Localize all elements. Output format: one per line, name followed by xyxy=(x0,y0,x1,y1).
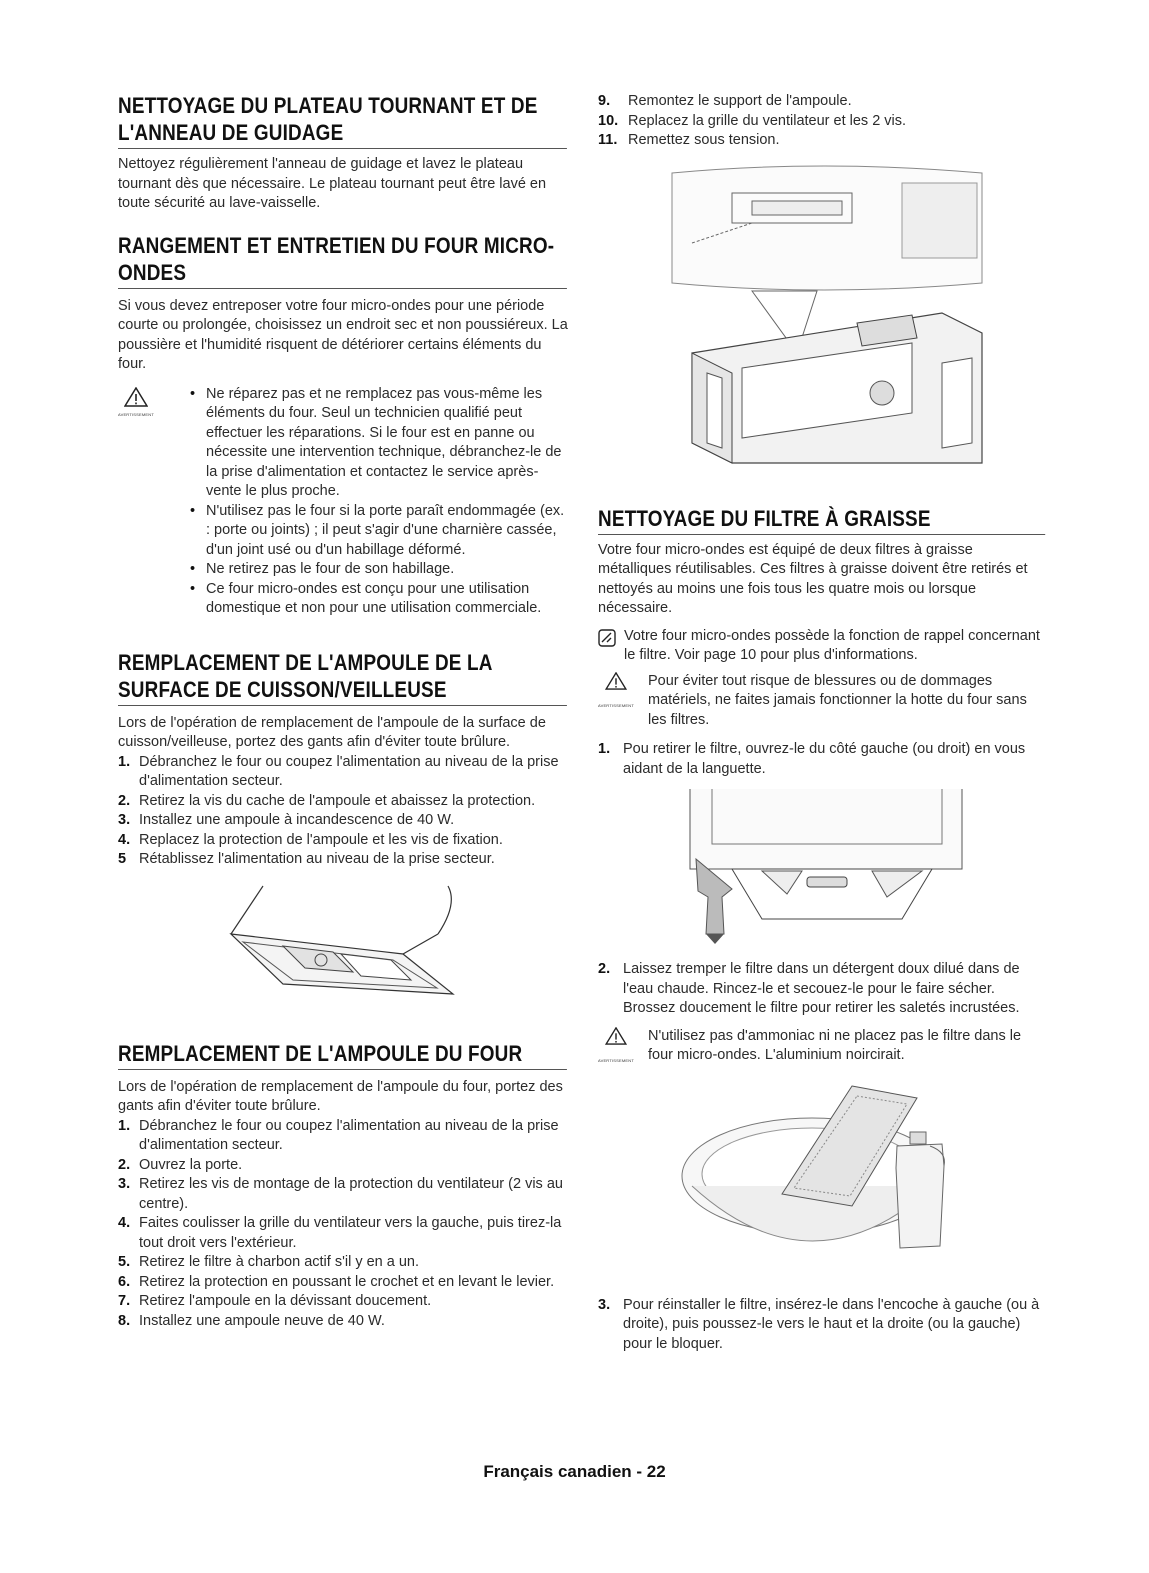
list-item: 2. Laissez tremper le filtre dans un détergent doux dilué dans de l'eau chaude. Rincez-le et secouez-le pour le faire sécher. Brossez doucement le filtre pour retirer les saletés incrustées. xyxy=(598,961,1020,1016)
list-item: 5. Retirez le filtre à charbon actif s'il y en a un. xyxy=(118,1254,420,1270)
list-item: 2. Retirez la vis du cache de l'ampoule et abaissez la protection. xyxy=(118,792,536,809)
right-column xyxy=(598,92,1046,1354)
filter-step-2 xyxy=(598,960,1046,1019)
storage-body: Si vous devez entreposer votre four micro-ondes pour une période courte ou prolongée, choisissez un endroit sec et non poussiéreux. La poussière et l'humidité risquent de détériorer certains éléments du four. xyxy=(118,297,568,372)
surface-lamp-body: Lors de l'opération de remplacement de l'ampoule de la surface de cuisson/veilleuse, portez des gants afin d'éviter toute brûlure. xyxy=(118,714,546,750)
note-icon xyxy=(598,629,616,654)
list-item: 9. Remontez le support de l'ampoule. xyxy=(598,93,852,109)
section-title-grease-filter: NETTOYAGE DU FILTRE À GRAISSE xyxy=(598,505,1045,535)
storage-bullet: • Ce four micro-ondes est conçu pour une utilisation domestique et non pour une utilisation commerciale. xyxy=(190,580,568,619)
list-item: 5 Rétablissez l'alimentation au niveau de la prise secteur. xyxy=(118,851,495,867)
oven-lamp-body: Lors de l'opération de remplacement de l'ampoule du four, portez des gants afin d'éviter toute brûlure. xyxy=(118,1078,563,1114)
list-item: 3. Retirez les vis de montage de la protection du ventilateur (2 vis au centre). xyxy=(118,1176,563,1212)
list-item: 4. Faites coulisser la grille du ventilateur vers la gauche, puis tirez-la tout droit vers l'extérieur. xyxy=(118,1215,562,1251)
list-item: 10. Replacez la grille du ventilateur et les 2 vis. xyxy=(598,112,907,129)
section-title-storage: RANGEMENT ET ENTRETIEN DU FOUR MICRO-ONDES xyxy=(118,232,567,289)
grease-filter-body: Votre four micro-ondes est équipé de deux filtres à graisse métalliques réutilisables. Ces filtres à graisse doivent être retirés et nettoyés au moins une fois tous les quatre mois ou lorsque nécessaire. xyxy=(598,541,1028,616)
filter-note: Votre four micro-ondes possède la fonction de rappel concernant le filtre. Voir page 10 pour plus d'informations. xyxy=(598,627,1046,666)
list-item: 1. Pou retirer le filtre, ouvrez-le du côté gauche (ou droit) en vous aidant de la languette. xyxy=(598,741,1026,777)
warning-icon xyxy=(598,672,634,716)
oven-lamp-illustration xyxy=(652,163,992,483)
section-title-turntable: NETTOYAGE DU PLATEAU TOURNANT ET DE L'ANNEAU DE GUIDAGE xyxy=(118,92,567,149)
list-item: 6. Retirez la protection en poussant le crochet et en levant le levier. xyxy=(118,1273,555,1290)
filter-step-1 xyxy=(598,740,1046,779)
warning-label: AVERTISSEMENT xyxy=(598,1058,635,1063)
filter-soaking-illustration xyxy=(672,1076,972,1276)
section-title-surface-lamp: REMPLACEMENT DE L'AMPOULE DE LA SURFACE DE CUISSON/VEILLEUSE xyxy=(118,649,567,706)
surface-lamp-steps xyxy=(118,753,568,870)
storage-warning xyxy=(118,385,568,619)
page-footer: Français canadien - 22 xyxy=(483,1462,666,1481)
list-item: 3. Pour réinstaller le filtre, insérez-le dans l'encoche à gauche (ou à droite), puis poussez-le vers le haut et la droite (ou la gauche) pour le bloquer. xyxy=(598,1296,1040,1352)
warning-label: AVERTISSEMENT xyxy=(598,703,635,708)
left-column xyxy=(118,92,568,1331)
warning-icon xyxy=(118,387,154,417)
warning-icon xyxy=(598,1027,634,1071)
surface-lamp-illustration xyxy=(213,884,473,1004)
oven-lamp-steps-continued xyxy=(598,92,1046,151)
filter-removal-illustration xyxy=(672,789,972,944)
warning-label: AVERTISSEMENT xyxy=(118,411,155,417)
filter-warning: AVERTISSEMENT Pour éviter tout risque de blessures ou de dommages matériels, ne faites jamais fonctionner la hotte du four sans les filtres. xyxy=(598,672,1027,728)
list-item: 8. Installez une ampoule neuve de 40 W. xyxy=(118,1312,385,1329)
storage-bullet: • N'utilisez pas le four si la porte paraît endommagée (ex. : porte ou joints) ; il peut s'agir d'une charnière cassée, d'un joint usé ou d'un habillage déformé. xyxy=(190,502,568,561)
filter-step-3 xyxy=(598,1296,1046,1355)
ammonia-warning: AVERTISSEMENT N'utilisez pas d'ammoniac ni ne placez pas le filtre dans le four micro-ondes. L'aluminium noircirait. xyxy=(598,1027,1046,1066)
list-item: 7. Retirez l'ampoule en la dévissant doucement. xyxy=(118,1293,432,1309)
list-item: 2. Ouvrez la porte. xyxy=(118,1156,243,1173)
list-item: 1. Débranchez le four ou coupez l'alimentation au niveau de la prise d'alimentation secteur. xyxy=(118,753,559,789)
list-item: 11. Remettez sous tension. xyxy=(598,132,780,148)
storage-bullet: • Ne retirez pas le four de son habillage. xyxy=(190,560,568,580)
section-title-oven-lamp: REMPLACEMENT DE L'AMPOULE DU FOUR xyxy=(118,1040,567,1070)
list-item: 4. Replacez la protection de l'ampoule et les vis de fixation. xyxy=(118,831,503,848)
turntable-body: Nettoyez régulièrement l'anneau de guidage et lavez le plateau tournant dès que nécessaire. Le plateau tournant peut être lavé en toute sécurité au lave-vaisselle. xyxy=(118,156,547,211)
storage-bullet: • Ne réparez pas et ne remplacez pas vous-même les éléments du four. Seul un technicien qualifié peut effectuer les réparations. Si le four est en panne ou nécessite une intervention technique, débranchez-le de la prise d'alimentation et contactez le service après-vente le plus proche. xyxy=(190,385,568,502)
list-item: 3. Installez une ampoule à incandescence de 40 W. xyxy=(118,812,455,828)
oven-lamp-steps xyxy=(118,1117,568,1332)
list-item: 1. Débranchez le four ou coupez l'alimentation au niveau de la prise d'alimentation secteur. xyxy=(118,1117,559,1153)
